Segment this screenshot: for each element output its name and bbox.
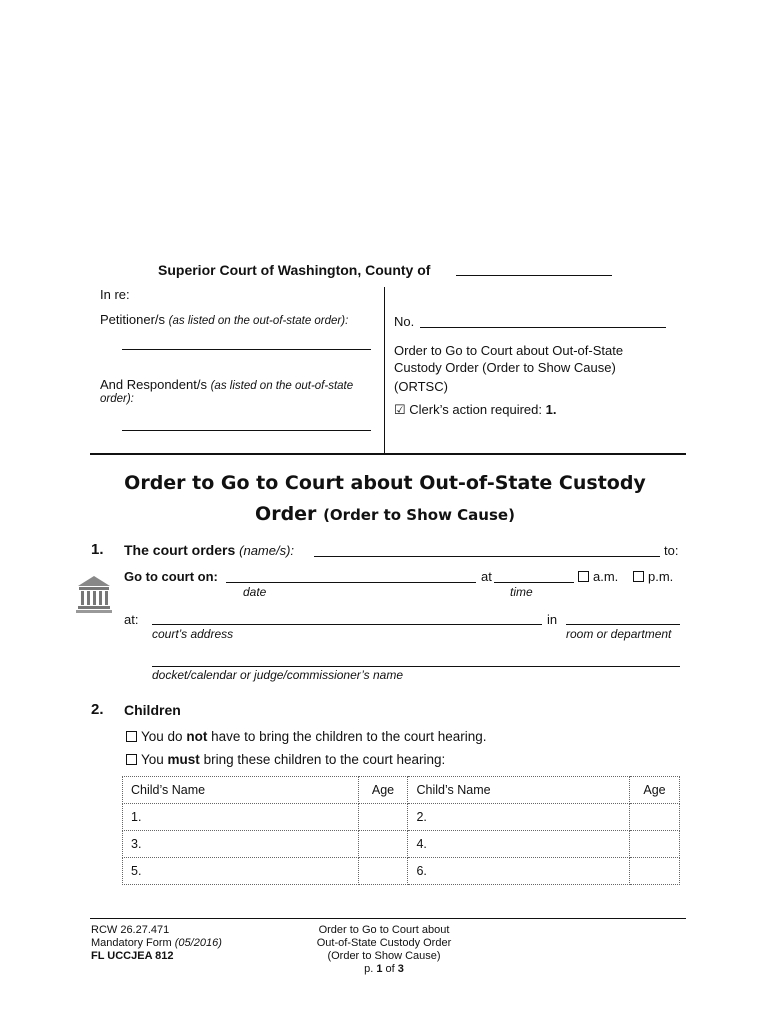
clerk-action-num: 1. <box>545 402 557 417</box>
child-name-cell[interactable]: 1. <box>123 804 359 831</box>
table-row <box>123 858 680 885</box>
header-age-1: Age <box>358 777 408 804</box>
date-caption: date <box>243 585 267 599</box>
not-bring-checkbox[interactable] <box>126 731 137 742</box>
names-field[interactable] <box>314 556 660 557</box>
section-2-heading: Children <box>124 702 181 718</box>
section-2-number: 2. <box>91 701 104 718</box>
doc-title-line-1: Order to Go to Court about Out-of-State <box>394 343 624 358</box>
age-cell[interactable] <box>630 831 680 858</box>
header-age-2: Age <box>630 777 680 804</box>
room-field[interactable] <box>566 624 680 625</box>
petitioner-note: (as listed on the out-of-state order): <box>168 315 349 327</box>
pm-label: p.m. <box>648 569 674 584</box>
table-row <box>123 831 680 858</box>
go-to-court-label: Go to court on: <box>124 569 218 584</box>
header-rule <box>90 453 686 455</box>
respondent-label <box>100 377 353 392</box>
age-cell[interactable] <box>358 858 408 885</box>
form-title-order: Order <box>255 503 317 525</box>
footer-form-id: FL UCCJEA 812 <box>91 950 174 962</box>
petitioner-label <box>100 312 348 327</box>
docket-field[interactable] <box>152 666 680 667</box>
respondent-field[interactable] <box>122 430 371 431</box>
time-field[interactable] <box>494 582 574 583</box>
docket-caption: docket/calendar or judge/commissioner’s name <box>152 668 404 682</box>
petitioner-label-text: Petitioner/s <box>100 312 166 327</box>
age-cell[interactable] <box>630 804 680 831</box>
footer-left <box>91 924 222 963</box>
room-caption: room or department <box>566 627 672 641</box>
section-1-heading-text: The court orders <box>124 542 236 558</box>
must-bring-checkbox[interactable] <box>126 754 137 765</box>
footer-mandatory-date: (05/2016) <box>174 937 222 949</box>
section-1-heading <box>124 542 294 558</box>
am-option[interactable] <box>578 569 618 584</box>
footer-center <box>284 924 484 976</box>
petitioner-field[interactable] <box>122 349 371 350</box>
child-name-cell[interactable]: 4. <box>408 831 630 858</box>
courthouse-icon <box>76 574 112 614</box>
case-no-label: No. <box>394 314 415 329</box>
case-no-field[interactable] <box>420 327 666 328</box>
page-num: 1 <box>376 963 383 975</box>
clerk-action-text: Clerk’s action required: <box>409 402 542 417</box>
footer-center-1: Order to Go to Court about <box>318 924 450 936</box>
children-table <box>122 776 680 885</box>
page-pre: p. <box>364 963 374 975</box>
check-icon: ☑ <box>394 402 406 417</box>
age-cell[interactable] <box>358 831 408 858</box>
pm-option[interactable] <box>633 569 673 584</box>
address-caption: court’s address <box>152 627 234 641</box>
opt2-pre: You <box>141 752 164 767</box>
option-must-bring[interactable] <box>126 752 445 767</box>
page-mid: of <box>385 963 395 975</box>
am-checkbox[interactable] <box>578 571 589 582</box>
footer-rcw: RCW 26.27.471 <box>91 924 170 936</box>
form-title-line-2 <box>0 503 770 525</box>
opt2-bold: must <box>167 752 200 767</box>
footer-mandatory-text: Mandatory Form <box>91 937 172 949</box>
child-name-cell[interactable]: 6. <box>408 858 630 885</box>
child-name-cell[interactable]: 3. <box>123 831 359 858</box>
in-label: in <box>547 612 558 627</box>
header-child-name-1: Child’s Name <box>123 777 359 804</box>
form-title-line-1: Order to Go to Court about Out-of-State Custody <box>124 472 646 494</box>
header-child-name-2: Child’s Name <box>408 777 630 804</box>
am-label: a.m. <box>593 569 619 584</box>
doc-abbrev: (ORTSC) <box>394 379 448 394</box>
opt1-post: have to bring the children to the court hearing. <box>211 729 487 744</box>
court-heading: Superior Court of Washington, County of <box>158 262 431 278</box>
county-field[interactable] <box>456 275 612 276</box>
option-not-bring[interactable] <box>126 729 487 744</box>
child-name-cell[interactable]: 5. <box>123 858 359 885</box>
age-cell[interactable] <box>358 804 408 831</box>
respondent-note-2: order): <box>100 393 134 405</box>
caption-divider <box>384 287 385 453</box>
time-caption: time <box>510 585 533 599</box>
respondent-label-text: And Respondent/s <box>100 377 207 392</box>
opt2-post: bring these children to the court hearing: <box>203 752 446 767</box>
footer-page-number <box>284 963 484 976</box>
footer-mandatory <box>91 937 222 950</box>
footer-center-2: Out-of-State Custody Order <box>316 937 452 949</box>
names-note: (name/s): <box>239 543 295 558</box>
to-label: to: <box>664 543 679 558</box>
doc-title-line-2: Custody Order (Order to Show Cause) <box>394 360 616 375</box>
at-label: at <box>481 569 492 584</box>
respondent-note-1: (as listed on the out-of-state <box>210 380 354 392</box>
section-1-number: 1. <box>91 541 104 558</box>
opt1-bold: not <box>186 729 208 744</box>
child-name-cell[interactable]: 2. <box>408 804 630 831</box>
pm-checkbox[interactable] <box>633 571 644 582</box>
footer-rule <box>90 918 686 919</box>
in-re-label: In re: <box>100 287 130 302</box>
address-at-label: at: <box>124 612 139 627</box>
table-header-row <box>123 777 680 804</box>
page-total: 3 <box>397 963 404 975</box>
form-title-sub: (Order to Show Cause) <box>323 506 515 524</box>
address-field[interactable] <box>152 624 542 625</box>
footer-center-3: (Order to Show Cause) <box>327 950 441 962</box>
age-cell[interactable] <box>630 858 680 885</box>
date-field[interactable] <box>226 582 476 583</box>
table-row <box>123 804 680 831</box>
clerk-action <box>394 402 556 418</box>
opt1-pre: You do <box>141 729 183 744</box>
